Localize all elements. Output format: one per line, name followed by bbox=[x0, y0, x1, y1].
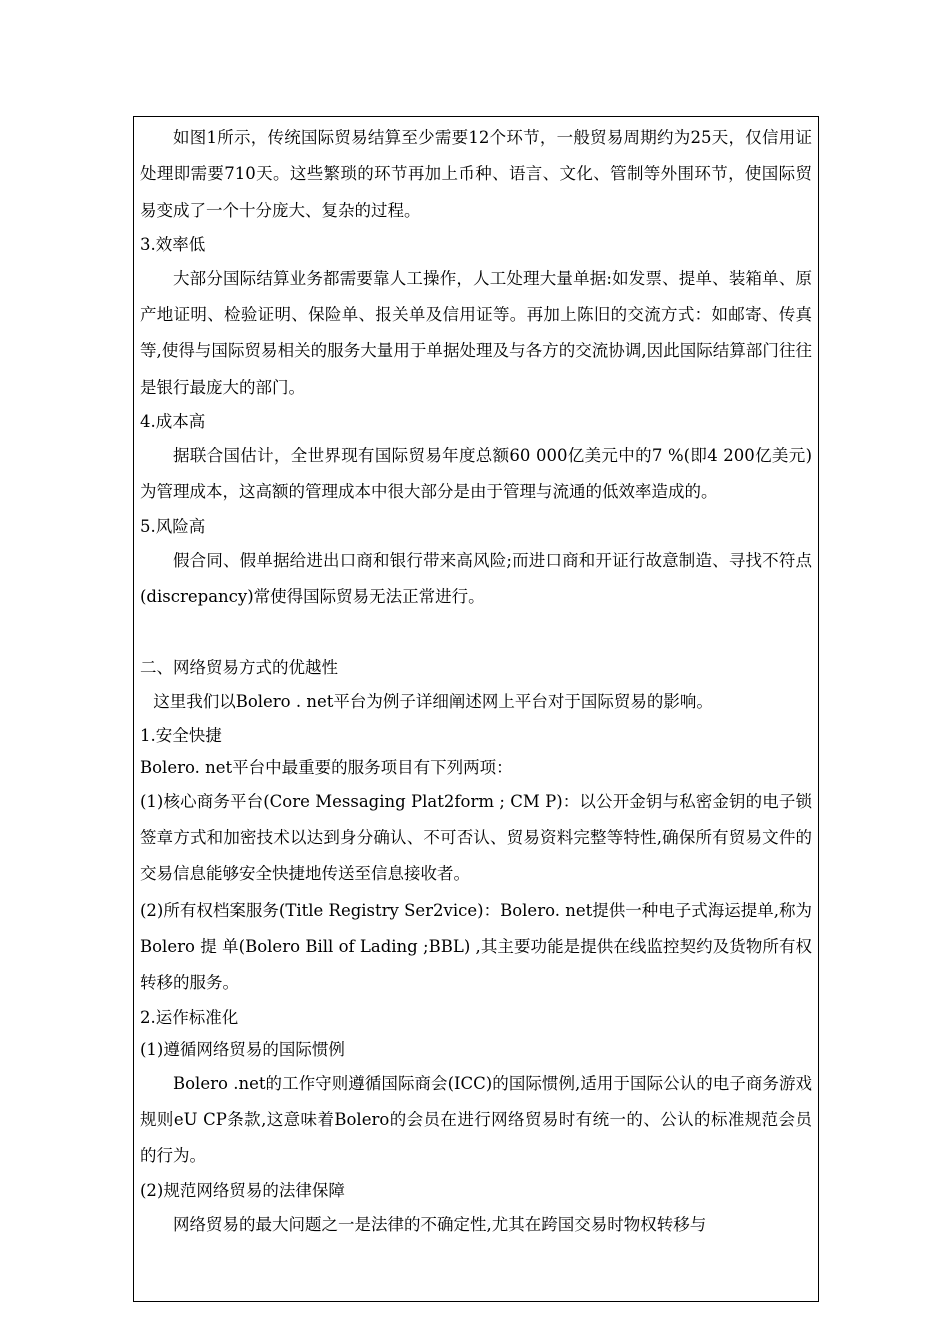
paragraph: 5.风险高 bbox=[140, 516, 206, 536]
paragraph: 据联合国估计，全世界现有国际贸易年度总额60 000亿美元中的7 %(即4 200亿美元)为管理成本，这高额的管理成本中很大部分是由于管理与流通的低效率造成的。 bbox=[140, 446, 812, 502]
paragraph: Bolero .net的工作守则遵循国际商会(ICC)的国际惯例,适用于国际公认的电子商务游戏规则eU CP条款,这意味着Bolero的会员在进行网络贸易时有统一的、公认的标准规范会员的行为。 bbox=[140, 1073, 812, 1166]
paragraph: 2.运作标准化 bbox=[140, 1007, 239, 1027]
paragraph: 3.效率低 bbox=[140, 234, 206, 254]
paragraph: 二、网络贸易方式的优越性 bbox=[140, 657, 338, 677]
paragraph: 这里我们以Bolero . net平台为例子详细阐述网上平台对于国际贸易的影响。 bbox=[153, 691, 713, 711]
paragraph: (2)所有权档案服务(Title Registry Ser2vice)：Bolero. net提供一种电子式海运提单,称为Bolero 提 单(Bolero Bill of Lading ;BBL) ,其主要功能是提供在线监控契约及货物所有权转移的服务。 bbox=[140, 900, 812, 993]
paragraph: Bolero. net平台中最重要的服务项目有下列两项： bbox=[140, 757, 513, 777]
document-body bbox=[133, 116, 819, 1302]
paragraph: (1)核心商务平台(Core Messaging Plat2form ; CM P)：以公开金钥与私密金钥的电子锁签章方式和加密技术以达到身分确认、不可否认、贸易资料完整等特性,确保所有贸易文件的交易信息能够安全快捷地传送至信息接收者。 bbox=[140, 791, 812, 884]
paragraph: 如图1所示，传统国际贸易结算至少需要12个环节，一般贸易周期约为25天，仅信用证处理即需要710天。这些繁琐的环节再加上币种、语言、文化、管制等外围环节，使国际贸易变成了一个十分庞大、复杂的过程。 bbox=[140, 128, 812, 220]
paragraph: 大部分国际结算业务都需要靠人工操作，人工处理大量单据:如发票、提单、装箱单、原产地证明、检验证明、保险单、报关单及信用证等。再加上陈旧的交流方式：如邮寄、传真等,使得与国际贸易相关的服务大量用于单据处理及与各方的交流协调,因此国际结算部门往往是银行最庞大的部门。 bbox=[140, 268, 812, 397]
paragraph: (1)遵循网络贸易的国际惯例 bbox=[140, 1039, 345, 1059]
paragraph bbox=[140, 615, 812, 651]
paragraph: 网络贸易的最大问题之一是法律的不确定性,尤其在跨国交易时物权转移与 bbox=[173, 1214, 707, 1234]
paragraph: 4.成本高 bbox=[140, 412, 206, 432]
paragraph: (2)规范网络贸易的法律保障 bbox=[140, 1180, 345, 1200]
paragraph: 1.安全快捷 bbox=[140, 725, 222, 745]
paragraph: 假合同、假单据给进出口商和银行带来高风险;而进口商和开证行故意制造、寻找不符点(discrepancy)常使得国际贸易无法正常进行。 bbox=[140, 550, 812, 606]
